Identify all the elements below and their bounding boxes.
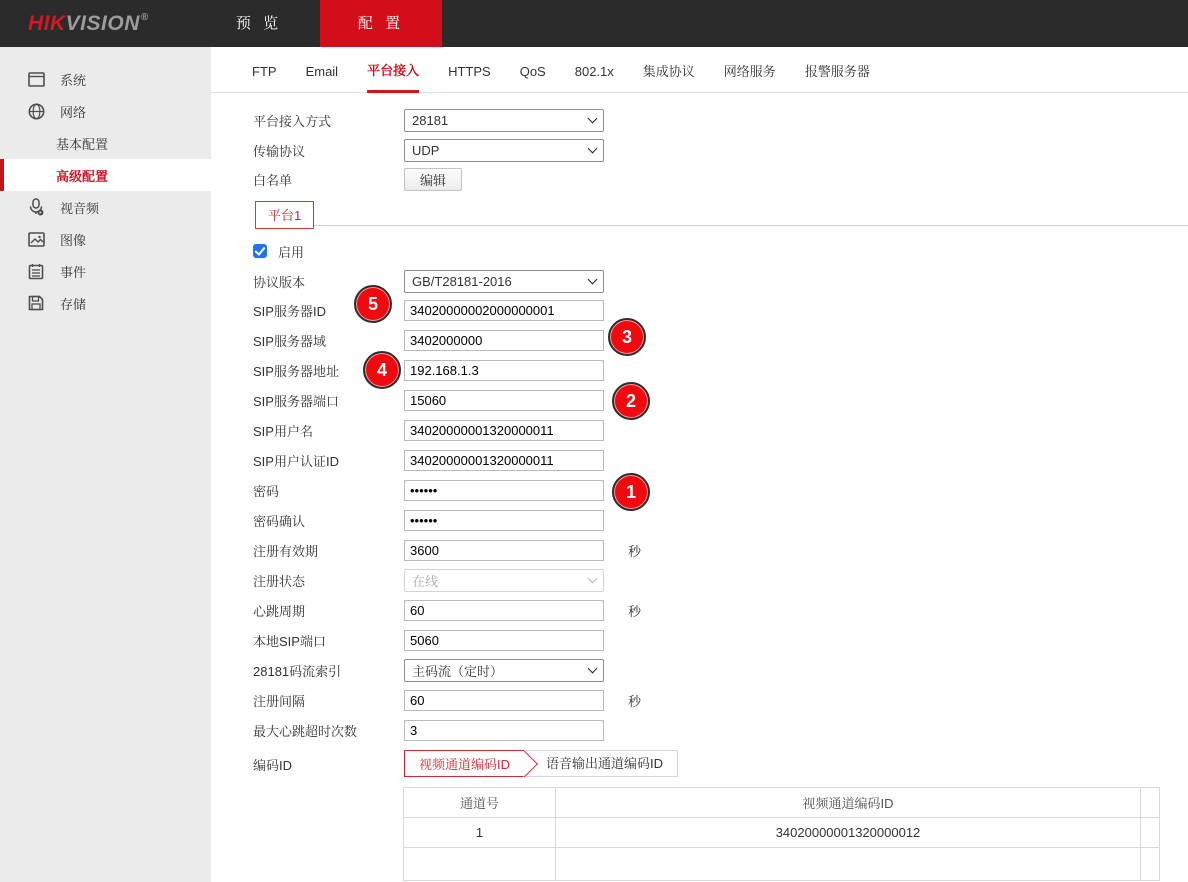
register-interval-input[interactable] (404, 690, 604, 711)
tab-email[interactable]: Email (305, 63, 339, 79)
tab-https[interactable]: HTTPS (448, 63, 491, 79)
sip-server-address-input[interactable] (404, 360, 604, 381)
cell-channel-no (404, 848, 556, 881)
platform1-tab[interactable]: 平台1 (255, 201, 314, 229)
sip-server-port-input[interactable] (404, 390, 604, 411)
chevron-down-icon (588, 114, 598, 124)
registered-mark: ® (140, 12, 149, 23)
chevron-down-icon (588, 144, 598, 154)
sip-auth-id-input[interactable] (404, 450, 604, 471)
row-register-interval (253, 685, 641, 715)
row-register-status (253, 565, 604, 595)
field-label: SIP服务器域 (253, 333, 326, 349)
register-status-select (404, 569, 604, 592)
field-label: 28181码流索引 (253, 663, 342, 679)
annotation-circle-1: 1 (612, 473, 650, 511)
row-sip-server-id (253, 295, 604, 325)
tab-platform-access[interactable]: 平台接入 (367, 47, 419, 93)
tab-ftp[interactable]: FTP (252, 63, 277, 79)
col-header-channel-no: 通道号 (404, 788, 556, 818)
sidebar-label: 图像 (60, 232, 87, 248)
sidebar-item-image[interactable] (0, 223, 211, 255)
row-max-heartbeat-timeout (253, 715, 604, 745)
sidebar-label: 存储 (60, 296, 87, 312)
main-content (211, 47, 1188, 882)
annotation-circle-2: 2 (612, 382, 650, 420)
row-whitelist (253, 164, 462, 194)
top-header (0, 0, 1188, 47)
chevron-down-icon (588, 275, 598, 285)
sidebar-item-system[interactable] (0, 63, 211, 95)
field-label: 协议版本 (253, 274, 306, 290)
nav-configuration[interactable]: 配 置 (320, 0, 442, 47)
field-label: SIP服务器ID (253, 303, 326, 319)
field-label: SIP服务器端口 (253, 393, 339, 409)
register-validity-input[interactable] (404, 540, 604, 561)
selected-value: 28181 (412, 112, 449, 128)
enable-checkbox[interactable] (253, 244, 267, 258)
field-label: SIP用户认证ID (253, 453, 339, 469)
annotation-circle-3: 3 (608, 318, 646, 356)
row-encoding-id (253, 749, 404, 779)
annotation-circle-5: 5 (354, 285, 392, 323)
col-header-extra (1141, 788, 1160, 818)
stream-index-select[interactable] (404, 659, 604, 682)
sidebar-item-basic-settings[interactable] (0, 127, 211, 159)
row-local-sip-port (253, 625, 604, 655)
channel-table (403, 787, 1160, 881)
field-label: SIP服务器地址 (253, 363, 339, 379)
annotation-circle-4: 4 (363, 351, 401, 389)
cell-encoding-id: 34020000001320000012 (556, 818, 1141, 848)
row-protocol-version (253, 266, 604, 296)
tab-integration-protocol[interactable]: 集成协议 (642, 63, 695, 79)
row-sip-username (253, 415, 604, 445)
selected-value: 在线 (412, 573, 439, 589)
storage-icon (27, 294, 45, 312)
system-icon (27, 70, 45, 88)
cell-channel-no: 1 (404, 818, 556, 848)
sidebar (0, 47, 211, 882)
settings-tabbar (211, 47, 1188, 93)
sidebar-item-event[interactable] (0, 255, 211, 287)
password-input[interactable] (404, 480, 604, 501)
row-sip-server-address (253, 355, 604, 385)
sidebar-label: 事件 (60, 264, 87, 280)
selected-value: 主码流（定时） (412, 663, 504, 679)
sidebar-label: 视音频 (60, 200, 100, 216)
unit-label: 秒 (628, 693, 642, 709)
chevron-down-icon (588, 574, 598, 584)
encoding-id-tabs (404, 750, 678, 777)
sidebar-item-audio-video[interactable] (0, 191, 211, 223)
row-register-validity (253, 535, 641, 565)
table-row[interactable] (404, 818, 1160, 848)
selected-value: GB/T28181-2016 (412, 273, 512, 289)
field-label: 注册状态 (253, 573, 306, 589)
sip-server-domain-input[interactable] (404, 330, 604, 351)
event-icon (27, 262, 45, 280)
selected-value: UDP (412, 142, 440, 158)
tab-qos[interactable]: QoS (519, 63, 546, 79)
row-sip-auth-id (253, 445, 604, 475)
unit-label: 秒 (628, 603, 642, 619)
protocol-version-select[interactable] (404, 270, 604, 293)
tab-video-channel-encoding-id[interactable]: 视频通道编码ID (404, 750, 524, 777)
field-label: 最大心跳超时次数 (253, 723, 358, 739)
tab-alarm-server[interactable]: 报警服务器 (804, 63, 870, 79)
enable-label: 启用 (278, 244, 305, 260)
field-label: 密码 (253, 483, 280, 499)
col-header-video-channel-encoding-id: 视频通道编码ID (556, 788, 1141, 818)
platform-access-mode-select[interactable] (404, 109, 604, 132)
unit-label: 秒 (628, 543, 642, 559)
field-label: 编码ID (253, 757, 293, 773)
divider-line (255, 225, 1188, 226)
row-heartbeat-interval (253, 595, 641, 625)
tab-network-service[interactable]: 网络服务 (723, 63, 776, 79)
field-label: 注册有效期 (253, 543, 319, 559)
table-row[interactable] (404, 848, 1160, 881)
row-transport-protocol (253, 135, 604, 165)
sidebar-label: 网络 (60, 104, 87, 120)
table-header-row (404, 788, 1160, 818)
tab-audio-output-channel-encoding-id[interactable]: 语音输出通道编码ID (546, 756, 664, 771)
row-sip-server-domain (253, 325, 604, 355)
row-platform-access-mode (253, 105, 604, 135)
logo-text: HIK (28, 11, 66, 35)
row-enable (253, 236, 304, 266)
local-sip-port-input[interactable] (404, 630, 604, 651)
network-icon (27, 102, 45, 120)
chevron-down-icon (588, 664, 598, 674)
transport-protocol-select[interactable] (404, 139, 604, 162)
sidebar-item-network[interactable] (0, 95, 211, 127)
row-stream-index (253, 655, 604, 685)
whitelist-edit-button[interactable]: 编辑 (404, 168, 462, 191)
field-label: 白名单 (253, 172, 293, 188)
field-label: 注册间隔 (253, 693, 306, 709)
nav-preview[interactable]: 预 览 (235, 15, 283, 32)
row-password (253, 475, 604, 505)
tab-8021x[interactable]: 802.1x (574, 63, 614, 79)
sip-server-id-input[interactable] (404, 300, 604, 321)
audio-video-icon (27, 198, 45, 216)
hikvision-logo: HIK VISION ® (28, 11, 149, 35)
password-confirm-input[interactable] (404, 510, 604, 531)
field-label: 平台接入方式 (253, 113, 332, 129)
row-password-confirm (253, 505, 604, 535)
sip-username-input[interactable] (404, 420, 604, 441)
sidebar-label: 系统 (60, 72, 87, 88)
max-heartbeat-timeout-input[interactable] (404, 720, 604, 741)
row-sip-server-port (253, 385, 604, 415)
field-label: 密码确认 (253, 513, 306, 529)
field-label: 传输协议 (253, 143, 306, 159)
sidebar-label: 高级配置 (56, 168, 109, 184)
field-label: SIP用户名 (253, 423, 313, 439)
sidebar-label: 基本配置 (56, 136, 109, 152)
image-icon (27, 230, 45, 248)
sidebar-item-advanced-settings[interactable] (0, 159, 211, 191)
heartbeat-interval-input[interactable] (404, 600, 604, 621)
sidebar-item-storage[interactable] (0, 287, 211, 319)
field-label: 心跳周期 (253, 603, 306, 619)
cell-encoding-id (556, 848, 1141, 881)
field-label: 本地SIP端口 (253, 633, 326, 649)
